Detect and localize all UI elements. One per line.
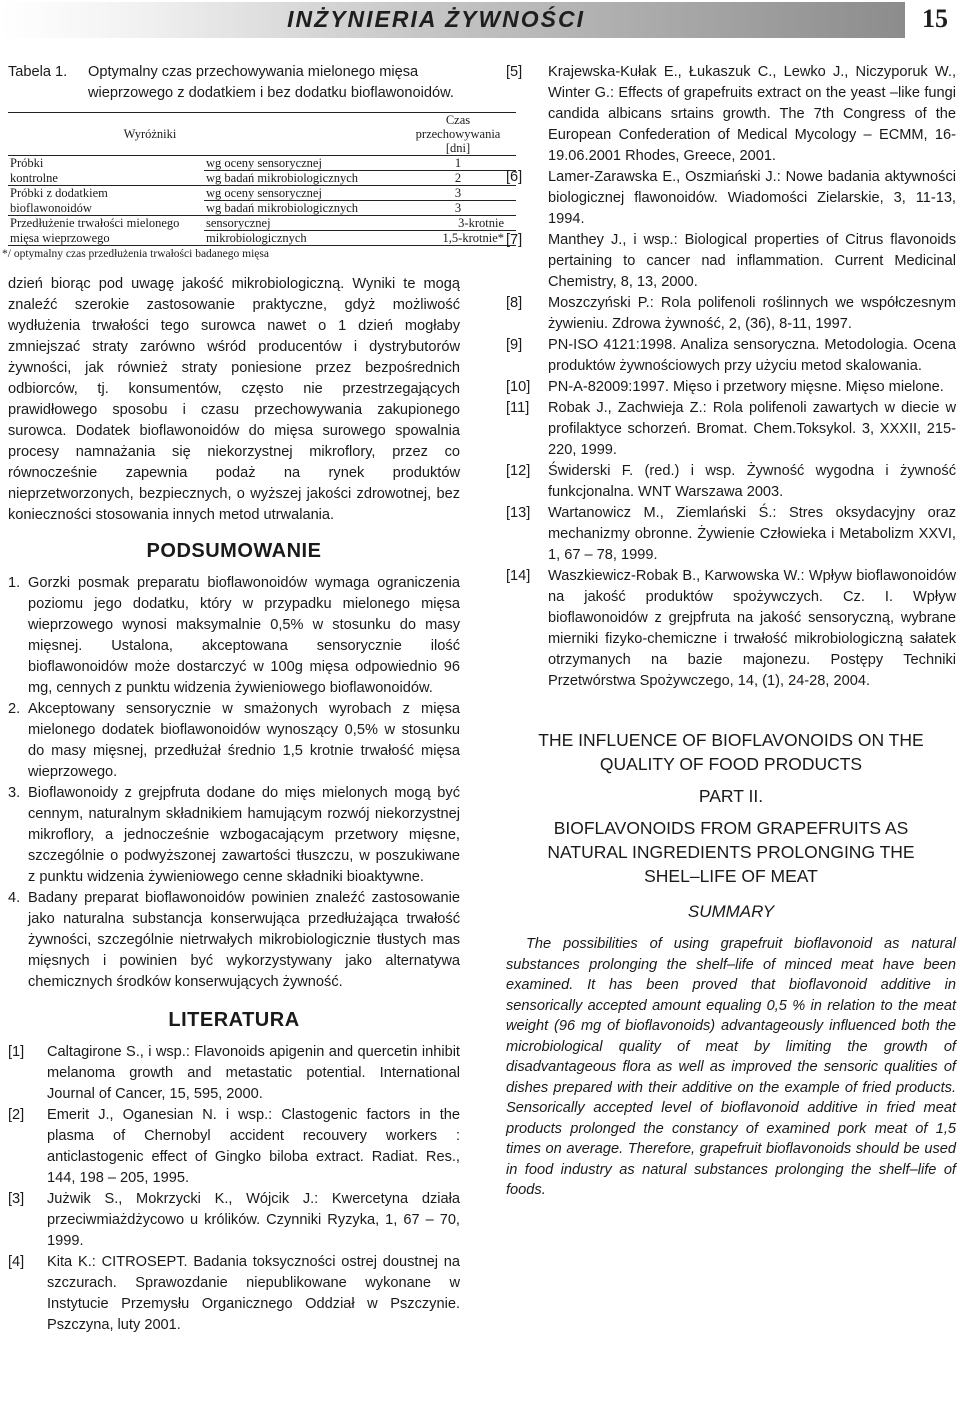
cell-method: sensorycznej bbox=[204, 216, 400, 231]
cell-method: wg oceny sensorycznej bbox=[204, 186, 400, 201]
header-time-line3: [dni] bbox=[445, 141, 471, 155]
cell-sample: bioflawonoidów bbox=[8, 201, 204, 216]
reference-item: [11] Robak J., Zachwieja Z.: Rola polifenoli zawartych w diecie w profilaktyce schorzeń. Bromat. Chem.Toksykol. 3, XXXII, 215-220, 1999. bbox=[506, 400, 956, 458]
cell-method: wg badań mikrobiologicznych bbox=[204, 171, 400, 186]
cell-days: 3-krotnie bbox=[400, 216, 516, 231]
reference-item: [6] Lamer-Zarawska E., Oszmiański J.: Nowe badania aktywności biologicznej flawonoidów. Wiadomości Zielarskie, 3, 11-13, 1994. bbox=[506, 169, 956, 227]
references-list-continued bbox=[506, 62, 956, 692]
page-header bbox=[0, 0, 960, 40]
references-list bbox=[8, 1042, 460, 1336]
cell-method: mikrobiologicznych bbox=[204, 231, 400, 246]
reference-item: [2] Emerit J., Oganesian N. i wsp.: Clastogenic factors in the plasma of Chernobyl accident recouvery workers : anticlastogenic effect of Gingko biloba extract. Radiat. Res., 144, 198 – 205, 1995. bbox=[8, 1107, 460, 1186]
list-item: 2. Akceptowany sensorycznie w smażonych wyrobach z mięsa mielonego dodatek bioflawonoidów wynoszący 0,5% w stosunku do masy mięsnej, przedłużał średnio 1,5 krotnie trwałość mięsa wieprzowego. bbox=[8, 701, 460, 780]
cell-days: 2 bbox=[400, 171, 516, 186]
reference-item: [5] Krajewska-Kułak E., Łukaszuk C., Lewko J., Niczyporuk W., Winter G.: Effects of grapefruits extract on the yeast –like fungi candida albicans srtains growth. The 7th Congress of the European Confederation of Medical Mycology – ECMM, 16-19.06.2001 Rhodes, Greece, 2001. bbox=[506, 64, 956, 164]
table-footnote: */ optymalny czas przedłużenia trwałości badanego mięsa bbox=[2, 248, 269, 260]
reference-item: [8] Moszczyński P.: Rola polifenoli roślinnych we współczesnym żywieniu. Zdrowa żywność, 2, (36), 8-11, 1997. bbox=[506, 295, 956, 332]
cell-days: 3 bbox=[400, 186, 516, 201]
cell-sample: Próbki z dodatkiem bbox=[10, 186, 108, 200]
reference-item: [7] Manthey J., i wsp.: Biological properties of Citrus flavonoids pertaining to cancer nad inflammation. Current Medicinal Chemistry, 8, 13, 2000. bbox=[506, 232, 956, 290]
cell-method: wg oceny sensorycznej bbox=[204, 156, 400, 171]
cell-sample: mięsa wieprzowego bbox=[8, 231, 204, 246]
list-item: 4. Badany preparat bioflawonoidów powinien znaleźć zastosowanie jako naturalna substancja konserwująca przedłużająca trwałość żywności, szczególnie nietrwałych mikrobiologicznie tłustych mas mięsnych i powinien być wykorzystywany jako alternatywa chemicznych środków konserwujących żywność. bbox=[8, 890, 460, 990]
table-label: Tabela 1. bbox=[8, 64, 68, 80]
cell-sample: Przedłużenie trwałości mielonego bbox=[10, 216, 180, 230]
table-row bbox=[8, 186, 516, 201]
cell-days: 1,5-krotnie* bbox=[400, 231, 516, 246]
english-title-line: THE INFLUENCE OF BIOFLAVONOIDS ON THE bbox=[538, 730, 924, 750]
cell-sample: kontrolne bbox=[8, 171, 204, 186]
journal-title: INŻYNIERIA ŻYWNOŚCI bbox=[287, 6, 585, 32]
english-title-line: QUALITY OF FOOD PRODUCTS bbox=[599, 754, 863, 774]
cell-sample: Próbki bbox=[10, 156, 44, 170]
table-row bbox=[8, 171, 516, 186]
conclusions-list bbox=[8, 573, 460, 993]
header-cell-time bbox=[400, 113, 516, 156]
table-caption-text: Optymalny czas przechowywania mielonego mięsa wieprzowego z dodatkiem i bez dodatku bioflawonoidów. bbox=[88, 64, 454, 101]
table-row bbox=[8, 231, 516, 246]
list-item: 3. Bioflawonoidy z grejpfruta dodane do mięs mielonych mogą być cennym, naturalnym składnikiem hamującym rozwój niekorzystnej mikroflory, a jednocześnie wzbogacającym przetwory mięsne, szczególnie o podwyższonej zawartości tłuszczu, w poszukiwane z punktu widzenia żywieniowego cenne składniki bioaktywne. bbox=[8, 785, 460, 885]
table-row bbox=[8, 216, 516, 231]
table-header-row bbox=[8, 113, 516, 156]
reference-item: [9] PN-ISO 4121:1998. Analiza sensoryczna. Metodologia. Ocena produktów żywnościowych przy użyciu metod skalowania. bbox=[506, 337, 956, 374]
reference-item: [3] Jużwik S., Mokrzycki K., Wójcik J.: Kwercetyna działa przeciwmiażdżycowo u królików. Czynniki Ryzyka, 1, 67 – 70, 1999. bbox=[8, 1191, 460, 1249]
table-caption bbox=[8, 62, 460, 104]
reference-item: [4] Kita K.: CITROSEPT. Badania toksyczności ostrej doustnej na szczurach. Sprawozdanie niepublikowane wykonane w Instytucie Przemysłu Organicznego Oddział w Pszczynie. Pszczyna, luty 2001. bbox=[8, 1254, 460, 1333]
summary-heading: SUMMARY bbox=[687, 902, 775, 921]
english-subtitle-line: BIOFLAVONOIDS FROM GRAPEFRUITS AS bbox=[553, 818, 909, 838]
storage-table bbox=[8, 112, 516, 246]
english-subtitle-line: SHEL–LIFE OF MEAT bbox=[644, 866, 818, 886]
left-column bbox=[2, 62, 504, 1336]
reference-item: [13] Wartanowicz M., Ziemlański Ś.: Stres oksydacyjny oraz mechanizmy obronne. Żywienie Człowieka i Metabolizm XXVI, 1, 67 – 78, 1999. bbox=[506, 505, 956, 563]
cell-days: 3 bbox=[400, 201, 516, 216]
summary-text: The possibilities of using grapefruit bioflavonoid as natural substances prolonging the shelf–life of minced meat have been examined. It has been proved that bioflavonoid additive in sensorically accepted amount equaling 0,5 % in relation to the meat weight (96 mg of bioflavonoids) advantageously influenced both the microbiological quality of meat by limiting the growth of disadvantageous flora as well as improved the sensoric qualities of dishes prepared with their additive on the example of fried products. Sensorically accepted level of bioflavonoid additive in fried meat products prolonged the constancy of examined pork meat of 1,5 times on average. Therefore, grapefruit bioflavonoids should be used in food industry as natural substances prolonging the shelf–life of foods. bbox=[506, 936, 956, 1198]
english-title bbox=[506, 728, 956, 776]
table-row bbox=[8, 156, 516, 171]
body-paragraph: dzień biorąc pod uwagę jakość mikrobiologiczną. Wyniki te mogą znaleźć szerokie zastosowanie praktyczne, gdyż możliwość wydłużenia trwałości tego surowca nawet o 1 dzień mogłaby zmniejszać straty zarówno wśród producentów i dystrybutorów żywności, jak również straty poniesione przez bezpośrednich odbiorców, tj. konsumentów, często nie przestrzegających prawidłowego sposobu i czasu przechowywania zakupionego surowca. Dodatek bioflawonoidów do mięsa surowego spowalnia procesy namnażania się niekorzystnej mikroflory, przez co równocześnie zapewnia podaż na rynek produktów nieprzetworzonych, bezpiecznych, o wyższej jakości zdrowotnej, bez konieczności stosowania innych metod utrwalania. bbox=[8, 276, 460, 523]
table-row bbox=[8, 201, 516, 216]
english-subtitle bbox=[506, 816, 956, 888]
header-time-line2: przechowywania bbox=[415, 127, 501, 141]
list-item: 1. Gorzki posmak preparatu bioflawonoidów wymaga ograniczenia poziomu jego dodatku, który w przypadku mielonego mięsa wieprzowego wynosi maksymalnie 0,5% w stosunku do masy mięsnej. Ustalona, akceptowana sensorycznie ilość bioflawonoidów może dostarczyć w 100g mięsa odpowiednio 96 mg, cennych z punktu widzenia żywieniowego bioflawonoidów. bbox=[8, 575, 460, 696]
right-column bbox=[506, 62, 956, 1201]
header-time-line1: Czas bbox=[445, 113, 471, 127]
english-part: PART II. bbox=[698, 786, 764, 806]
reference-item: [10] PN-A-82009:1997. Mięso i przetwory mięsne. Mięso mielone. bbox=[506, 379, 944, 395]
section-heading-literature: LITERATURA bbox=[168, 1009, 300, 1031]
section-heading-summary: PODSUMOWANIE bbox=[146, 540, 322, 562]
reference-item: [14] Waszkiewicz-Robak B., Karwowska W.: Wpływ bioflawonoidów na jakość produktów spożywczych. Cz. I. Wpływ bioflawonoidów z grejpfruta na jakość sensoryczną, wybrane mierniki fizyko-chemiczne i trwałość mikrobiologiczną sałatek otrzymanych na bazie majonezu. Postępy Techniki Przetwórstwa Spożywczego, 14, (1), 24-28, 2004. bbox=[506, 568, 956, 689]
english-subtitle-line: NATURAL INGREDIENTS PROLONGING THE bbox=[547, 842, 915, 862]
reference-item: [1] Caltagirone S., i wsp.: Flavonoids apigenin and quercetin inhibit melanoma growth and metastatic potential. International Journal of Cancer, 15, 595, 2000. bbox=[8, 1044, 460, 1102]
page-number: 15 bbox=[922, 4, 948, 33]
cell-days: 1 bbox=[400, 156, 516, 171]
reference-item: [12] Świderski F. (red.) i wsp. Żywność wygodna i żywność funkcjonalna. WNT Warszawa 2003. bbox=[506, 463, 956, 500]
header-cell-features: Wyróżniki bbox=[8, 113, 400, 156]
cell-method: wg badań mikrobiologicznych bbox=[204, 201, 400, 216]
